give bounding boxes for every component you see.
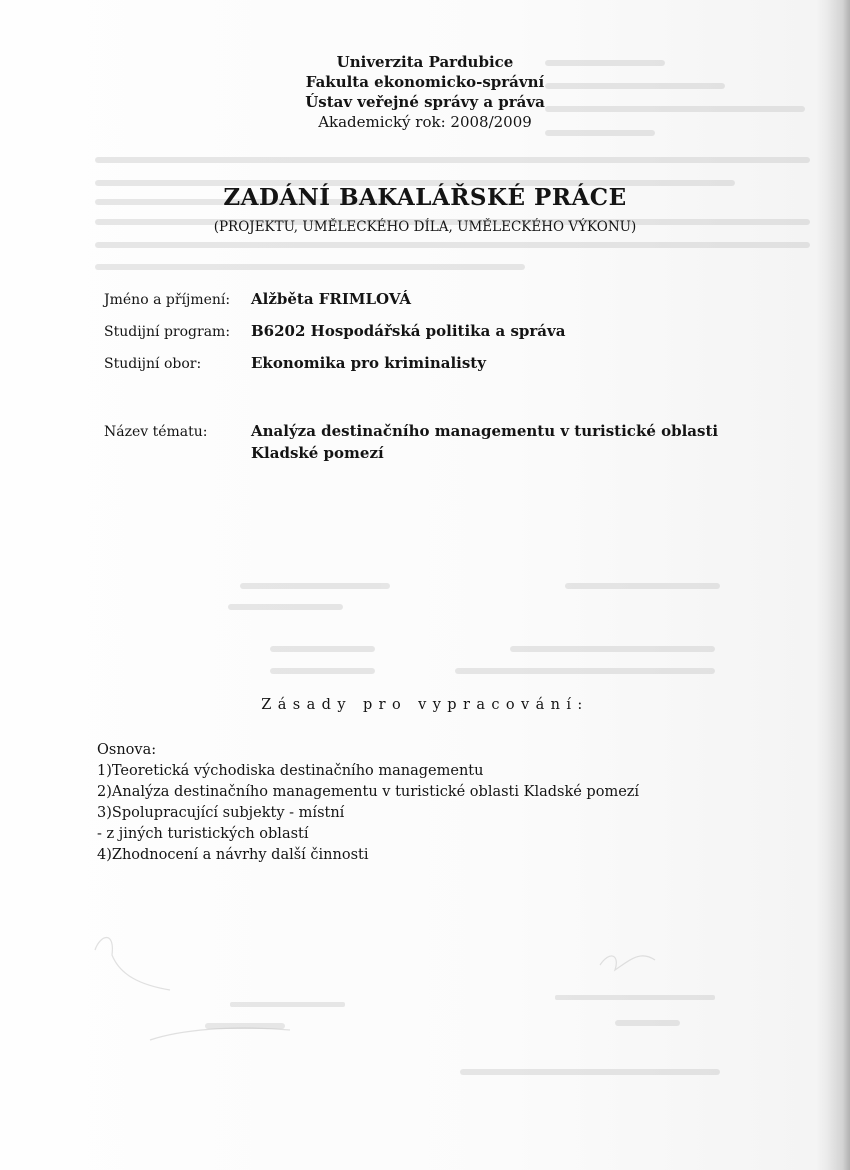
outline-item: - z jiných turistických oblastí xyxy=(97,826,309,842)
outline-item: 2)Analýza destinačního managementu v turistické oblasti Kladské pomezí xyxy=(97,784,640,800)
university-name: Univerzita Pardubice xyxy=(336,53,514,71)
document-header xyxy=(0,52,850,132)
field-of-study-label: Studijní obor: xyxy=(104,356,202,372)
outline-item: 3)Spolupracující subjekty - místní xyxy=(97,805,345,821)
academic-year: Akademický rok: 2008/2009 xyxy=(318,113,532,131)
program-label: Studijní program: xyxy=(104,324,231,340)
name-label: Jméno a příjmení: xyxy=(104,292,231,308)
guidelines-heading: Zásady pro vypracování: xyxy=(261,697,589,713)
document-subtitle: (PROJEKTU, UMĚLECKÉHO DÍLA, UMĚLECKÉHO VÝKONU) xyxy=(213,219,637,235)
name-value: Alžběta FRIMLOVÁ xyxy=(251,290,411,308)
topic-label: Název tématu: xyxy=(104,424,208,440)
field-of-study-value: Ekonomika pro kriminalisty xyxy=(251,354,486,372)
outline-heading: Osnova: xyxy=(97,742,157,758)
outline-item: 4)Zhodnocení a návrhy další činnosti xyxy=(97,847,369,863)
program-value: B6202 Hospodářská politika a správa xyxy=(251,322,566,340)
institute-name: Ústav veřejné správy a práva xyxy=(305,93,545,111)
outline-item: 1)Teoretická východiska destinačního managementu xyxy=(97,763,484,779)
outline xyxy=(97,740,639,866)
faculty-name: Fakulta ekonomicko-správní xyxy=(305,73,545,91)
document-title: ZADÁNÍ BAKALÁŘSKÉ PRÁCE xyxy=(223,184,627,211)
topic-value: Analýza destinačního managementu v turistické oblasti Kladské pomezí xyxy=(251,422,719,462)
